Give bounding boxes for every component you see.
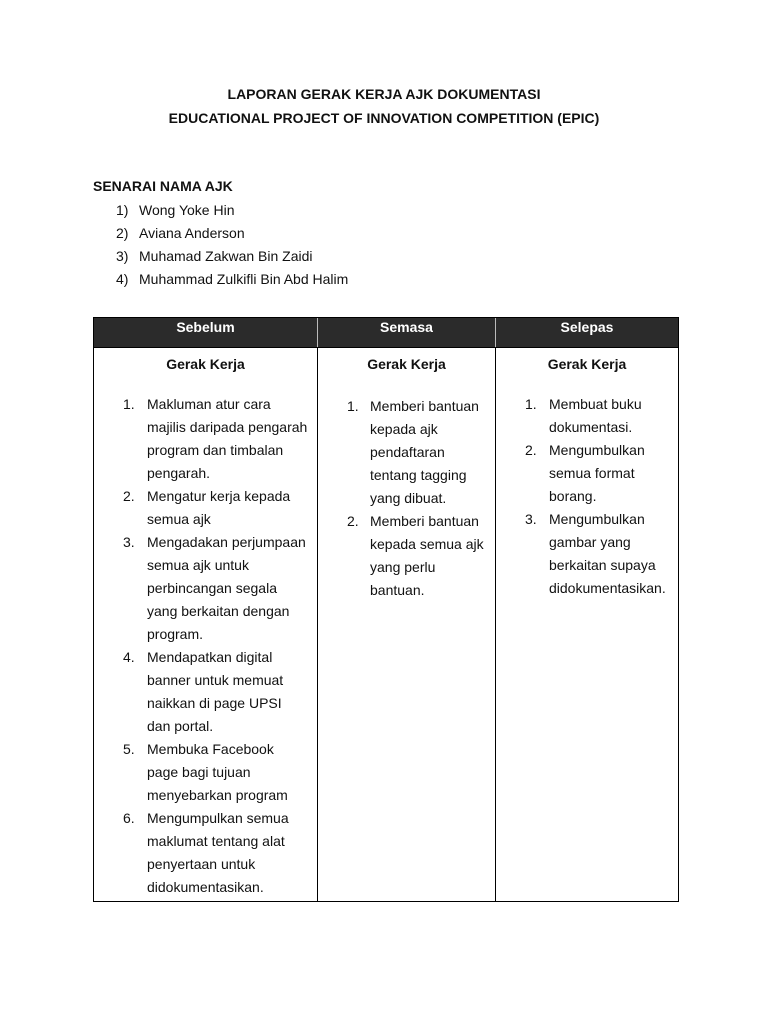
task-text-line: kepada ajk: [370, 421, 438, 437]
column-header-semasa: Semasa: [318, 318, 496, 347]
task-text-line: maklumat tentang alat: [147, 833, 285, 849]
task-text-line: yang berkaitan dengan: [147, 603, 290, 619]
column-selepas: [496, 348, 678, 902]
list-item: [116, 270, 348, 293]
task-text-line: semua format: [549, 465, 635, 481]
report-subtitle: EDUCATIONAL PROJECT OF INNOVATION COMPETITION (EPIC): [168, 110, 600, 126]
task-list: [525, 393, 675, 600]
task-list: [347, 395, 492, 602]
task-text-line: menyebarkan program: [147, 787, 288, 803]
list-item: [123, 807, 313, 899]
task-text-line: semua ajk: [147, 511, 211, 527]
list-item-number: 4): [116, 271, 129, 287]
task-text: [147, 485, 313, 531]
column-subheader: Gerak Kerja: [166, 356, 245, 372]
task-text-line: dokumentasi.: [549, 419, 633, 435]
task-text: [147, 531, 313, 646]
list-item-number: 2.: [525, 442, 537, 458]
column-header-sebelum: Sebelum: [94, 318, 318, 347]
list-item: [347, 395, 492, 510]
list-item: [123, 393, 313, 485]
task-text-line: Membuka Facebook: [147, 741, 274, 757]
task-list: [123, 393, 313, 899]
task-text-line: Makluman atur cara: [147, 396, 271, 412]
list-item-number: 6.: [123, 810, 135, 826]
list-item-number: 2.: [347, 513, 359, 529]
list-item: [525, 439, 675, 508]
list-item: [123, 738, 313, 807]
task-text-line: gambar yang: [549, 534, 631, 550]
task-text-line: program.: [147, 626, 204, 642]
list-item-number: 1.: [347, 398, 359, 414]
list-item: [116, 247, 348, 270]
committee-member-list: [116, 201, 348, 293]
task-text-line: pengarah.: [147, 465, 211, 481]
column-semasa: [318, 348, 496, 902]
task-text-line: Mengatur kerja kepada: [147, 488, 291, 504]
committee-heading: SENARAI NAMA AJK: [93, 178, 233, 194]
task-text-line: Mengumpulkan semua: [147, 810, 289, 826]
list-item-number: 3.: [123, 534, 135, 550]
column-subheader: Gerak Kerja: [367, 356, 446, 372]
task-text-line: kepada semua ajk: [370, 536, 484, 552]
task-text-line: perbincangan segala: [147, 580, 277, 596]
list-item: [116, 224, 348, 247]
list-item-number: 2): [116, 225, 129, 241]
list-item-number: 4.: [123, 649, 135, 665]
task-text-line: Mengadakan perjumpaan: [147, 534, 306, 550]
list-item-number: 5.: [123, 741, 135, 757]
task-text-line: dan portal.: [147, 718, 214, 734]
task-text-line: tentang tagging: [370, 467, 467, 483]
list-item: [123, 531, 313, 646]
task-text: [549, 439, 675, 508]
task-text: [549, 393, 675, 439]
list-item: [525, 508, 675, 600]
task-text-line: didokumentasikan.: [147, 879, 264, 895]
task-text: [147, 646, 313, 738]
task-text-line: Memberi bantuan: [370, 513, 479, 529]
task-text: [370, 395, 492, 510]
task-text-line: naikkan di page UPSI: [147, 695, 282, 711]
member-name: Muhammad Zulkifli Bin Abd Halim: [139, 271, 349, 287]
report-title: LAPORAN GERAK KERJA AJK DOKUMENTASI: [227, 86, 541, 102]
list-item: [347, 510, 492, 602]
task-text-line: program dan timbalan: [147, 442, 284, 458]
task-text-line: bantuan.: [370, 582, 425, 598]
work-plan-table: [93, 317, 679, 902]
task-text-line: Membuat buku: [549, 396, 642, 412]
task-text-line: page bagi tujuan: [147, 764, 251, 780]
task-text-line: Mengumbulkan: [549, 511, 645, 527]
table-body-row: [94, 348, 678, 902]
task-text: [147, 738, 313, 807]
task-text-line: borang.: [549, 488, 597, 504]
list-item-number: 2.: [123, 488, 135, 504]
table-header-row: [94, 318, 678, 348]
column-header-selepas: Selepas: [560, 319, 614, 335]
task-text: [370, 510, 492, 602]
column-sebelum: [94, 348, 318, 902]
task-text-line: yang perlu: [370, 559, 436, 575]
task-text-line: didokumentasikan.: [549, 580, 666, 596]
task-text-line: Mendapatkan digital: [147, 649, 273, 665]
member-name: Wong Yoke Hin: [139, 202, 235, 218]
list-item-number: 1): [116, 202, 129, 218]
list-item-number: 1.: [525, 396, 537, 412]
task-text-line: majilis daripada pengarah: [147, 419, 308, 435]
task-text-line: banner untuk memuat: [147, 672, 284, 688]
task-text-line: pendaftaran: [370, 444, 445, 460]
task-text-line: yang dibuat.: [370, 490, 447, 506]
list-item-number: 3.: [525, 511, 537, 527]
list-item: [116, 201, 348, 224]
task-text: [549, 508, 675, 600]
list-item-number: 3): [116, 248, 129, 264]
task-text-line: semua ajk untuk: [147, 557, 249, 573]
task-text: [147, 393, 313, 485]
task-text-line: berkaitan supaya: [549, 557, 656, 573]
list-item: [123, 485, 313, 531]
column-subheader: Gerak Kerja: [547, 356, 627, 372]
member-name: Aviana Anderson: [139, 225, 245, 241]
task-text: [147, 807, 313, 899]
member-name: Muhamad Zakwan Bin Zaidi: [139, 248, 313, 264]
list-item-number: 1.: [123, 396, 135, 412]
task-text-line: Mengumbulkan: [549, 442, 645, 458]
list-item: [123, 646, 313, 738]
list-item: [525, 393, 675, 439]
task-text-line: Memberi bantuan: [370, 398, 479, 414]
task-text-line: penyertaan untuk: [147, 856, 256, 872]
